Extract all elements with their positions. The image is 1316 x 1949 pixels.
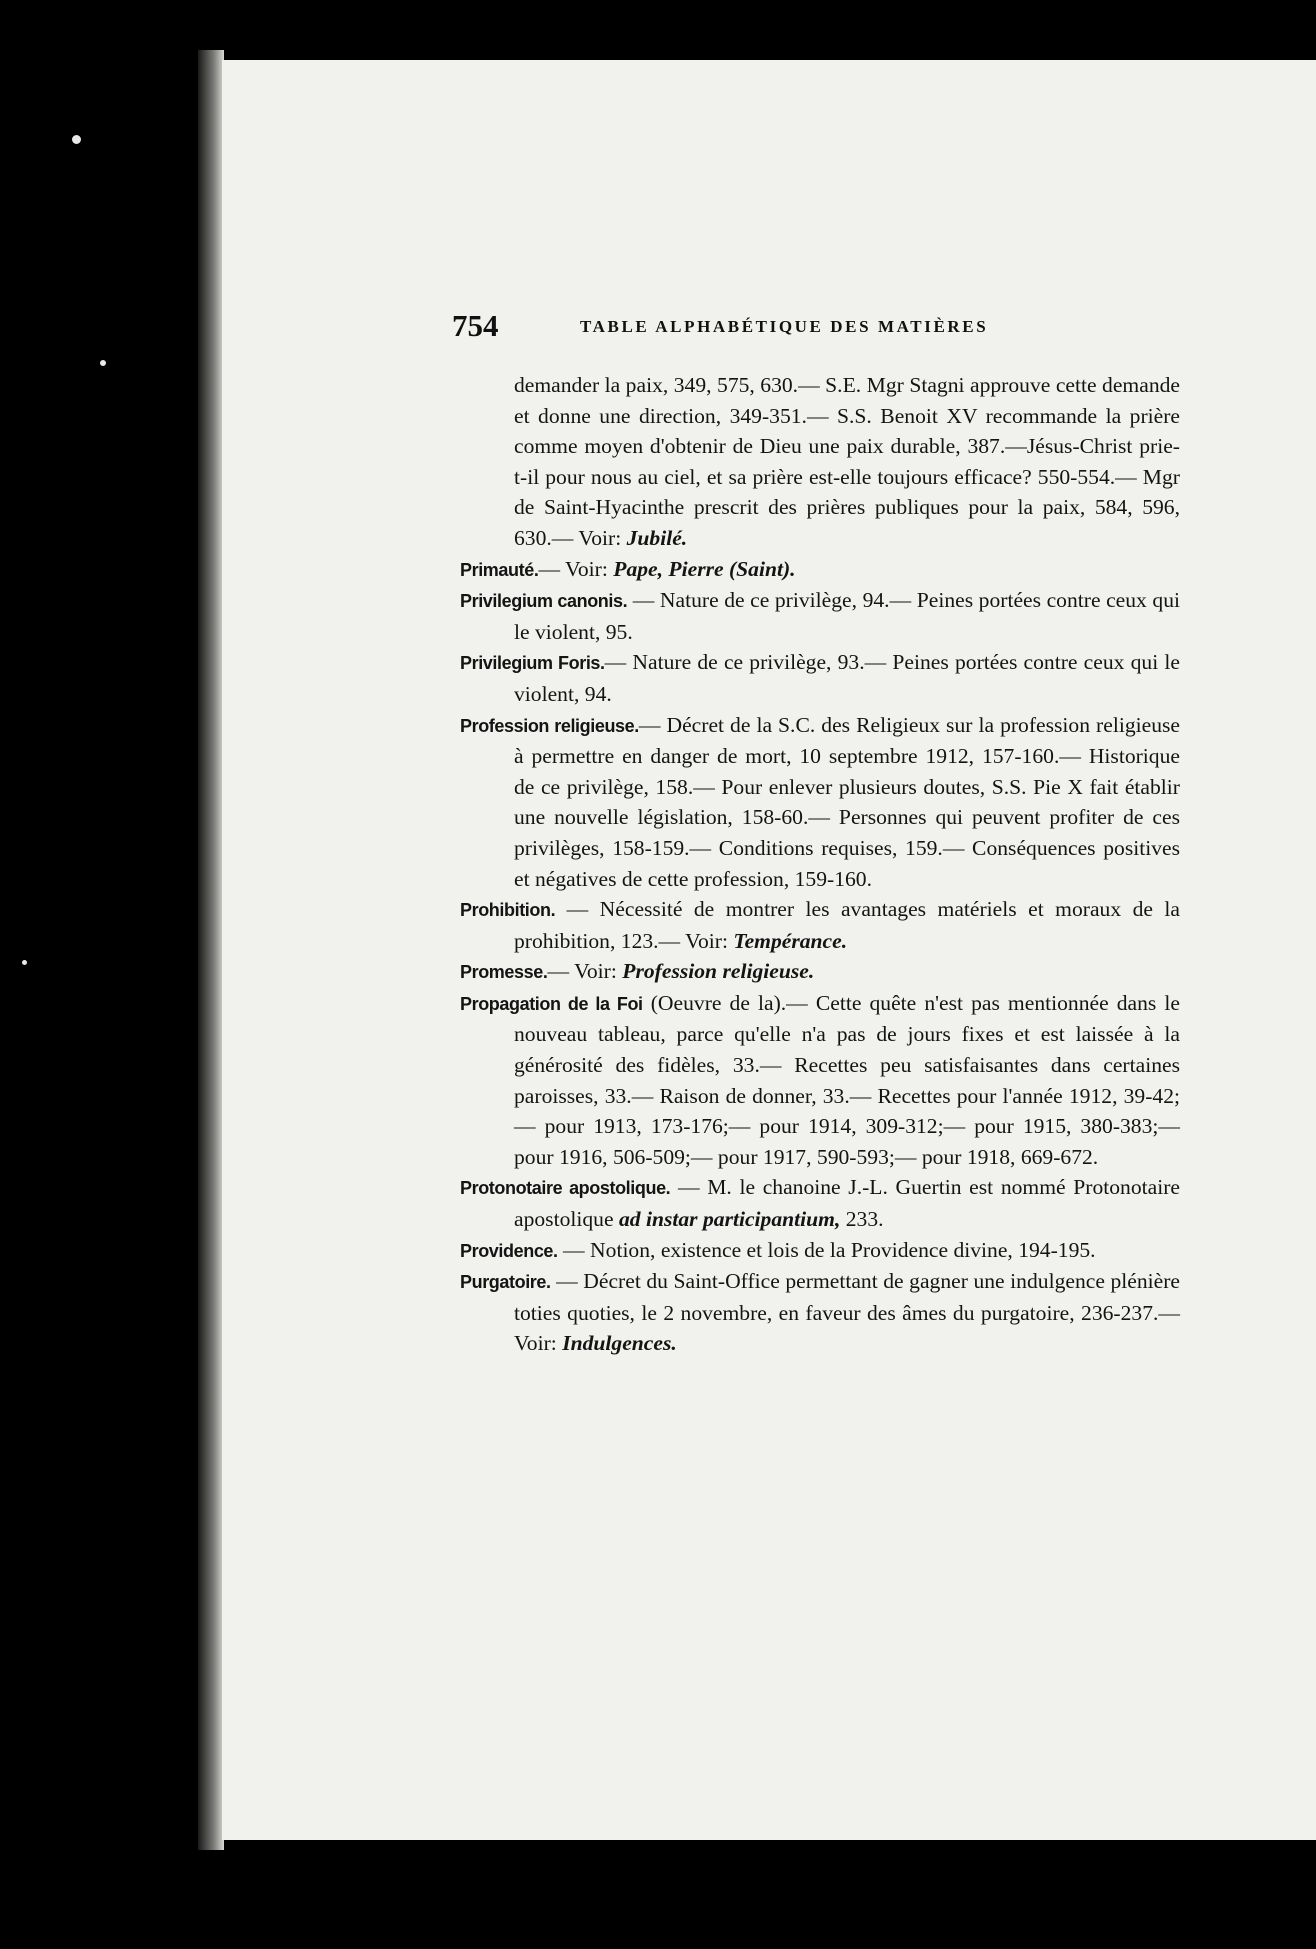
index-entry [460, 956, 1180, 988]
entry-text: — Décret de la S.C. des Religieux sur la profession religieuse à permettre en danger de mort, 10 septembre 1912, 157-160.— Historique de ce privilège, 158.— Pour enlever plusieurs doutes, S.S. Pie X fait établir une nouvelle législation, 158-60.— Personnes qui peuvent profiter de ces privilèges, 158-159.— Conditions requises, 159.— Conséquences positives et négatives de cette profession, 159-160. [514, 712, 1180, 891]
film-speck [22, 960, 27, 965]
entry-text: — Décret du Saint-Office permettant de gagner une indulgence plénière toties quoties, le 2 novembre, en faveur des âmes du purgatoire, 236-237.— Voir: [514, 1269, 1180, 1356]
entry-heading: Primauté. [460, 559, 539, 580]
entry-reference: Jubilé. [626, 525, 688, 550]
entry-reference: Indulgences. [562, 1331, 677, 1356]
entry-tail: 233. [840, 1207, 884, 1232]
index-entry [460, 554, 1180, 586]
entry-text: — M. le chanoine J.-L. Guertin est nommé Protonotaire apostolique [514, 1175, 1180, 1232]
entry-text: — Voir: [538, 556, 614, 581]
entry-heading: Protonotaire apostolique. [460, 1178, 671, 1199]
entry-text: demander la paix, 349, 575, 630.— S.E. Mgr Stagni approuve cette demande et donne une direction, 349-351.— S.S. Benoit XV recommande la prière comme moyen d'obtenir de Dieu une paix durable, 387.—Jésus-Christ prie-t-il pour nous au ciel, et sa prière est-elle toujours efficace? 550-554.— Mgr de Saint-Hyacinthe prescrit des prières publiques pour la paix, 584, 596, 630.— Voir: [514, 373, 1180, 550]
index-entries [460, 370, 1180, 1359]
index-entry [460, 710, 1180, 895]
continuation-entry [460, 370, 1180, 554]
entry-text: — Nécessité de montrer les avantages matériels et moraux de la prohibition, 123.— Voir: [514, 897, 1180, 953]
entry-heading: Privilegium Foris. [460, 653, 605, 674]
entry-reference: Pape, Pierre (Saint). [613, 556, 796, 581]
entry-heading: Propagation de la Foi [460, 993, 643, 1014]
index-entry [460, 585, 1180, 647]
entry-heading: Profession religieuse. [460, 715, 639, 736]
entry-reference: ad instar participantium, [618, 1207, 841, 1232]
page-edge [198, 50, 224, 1850]
film-speck [72, 135, 81, 144]
running-title: TABLE ALPHABÉTIQUE DES MATIÈRES [580, 317, 989, 336]
page-number: 754 [452, 308, 499, 343]
index-entry [460, 647, 1180, 709]
entry-text: — Voir: [547, 959, 623, 984]
entry-heading: Privilegium canonis. [460, 591, 628, 612]
entry-text: — Nature de ce privilège, 94.— Peines portées contre ceux qui le violent, 95. [514, 588, 1180, 644]
entry-text: — Nature de ce privilège, 93.— Peines portées contre ceux qui le violent, 94. [514, 650, 1180, 706]
page-header [452, 308, 1172, 348]
entry-text: — Notion, existence et lois de la Providence divine, 194-195. [557, 1237, 1096, 1262]
entry-reference: Tempérance. [733, 928, 848, 953]
index-entry [460, 1235, 1180, 1267]
entry-text: (Oeuvre de la).— Cette quête n'est pas mentionnée dans le nouveau tableau, parce qu'elle n'a pas de jours fixes et est laissée à la générosité des fidèles, 33.— Recettes peu satisfaisantes dans certaines paroisses, 33.— Raison de donner, 33.— Recettes pour l'année 1912, 39-42;— pour 1913, 173-176;— pour 1914, 309-312;— pour 1915, 380-383;— pour 1916, 506-509;— pour 1917, 590-593;— pour 1918, 669-672. [514, 990, 1180, 1169]
index-entry [460, 1266, 1180, 1359]
entry-heading: Prohibition. [460, 900, 556, 921]
index-entry [460, 894, 1180, 956]
index-entry [460, 988, 1180, 1173]
entry-heading: Purgatoire. [460, 1272, 551, 1293]
film-speck [100, 360, 106, 366]
index-entry [460, 1172, 1180, 1234]
entry-heading: Promesse. [460, 962, 548, 983]
entry-reference: Profession religieuse. [622, 959, 815, 984]
entry-heading: Providence. [460, 1240, 558, 1261]
